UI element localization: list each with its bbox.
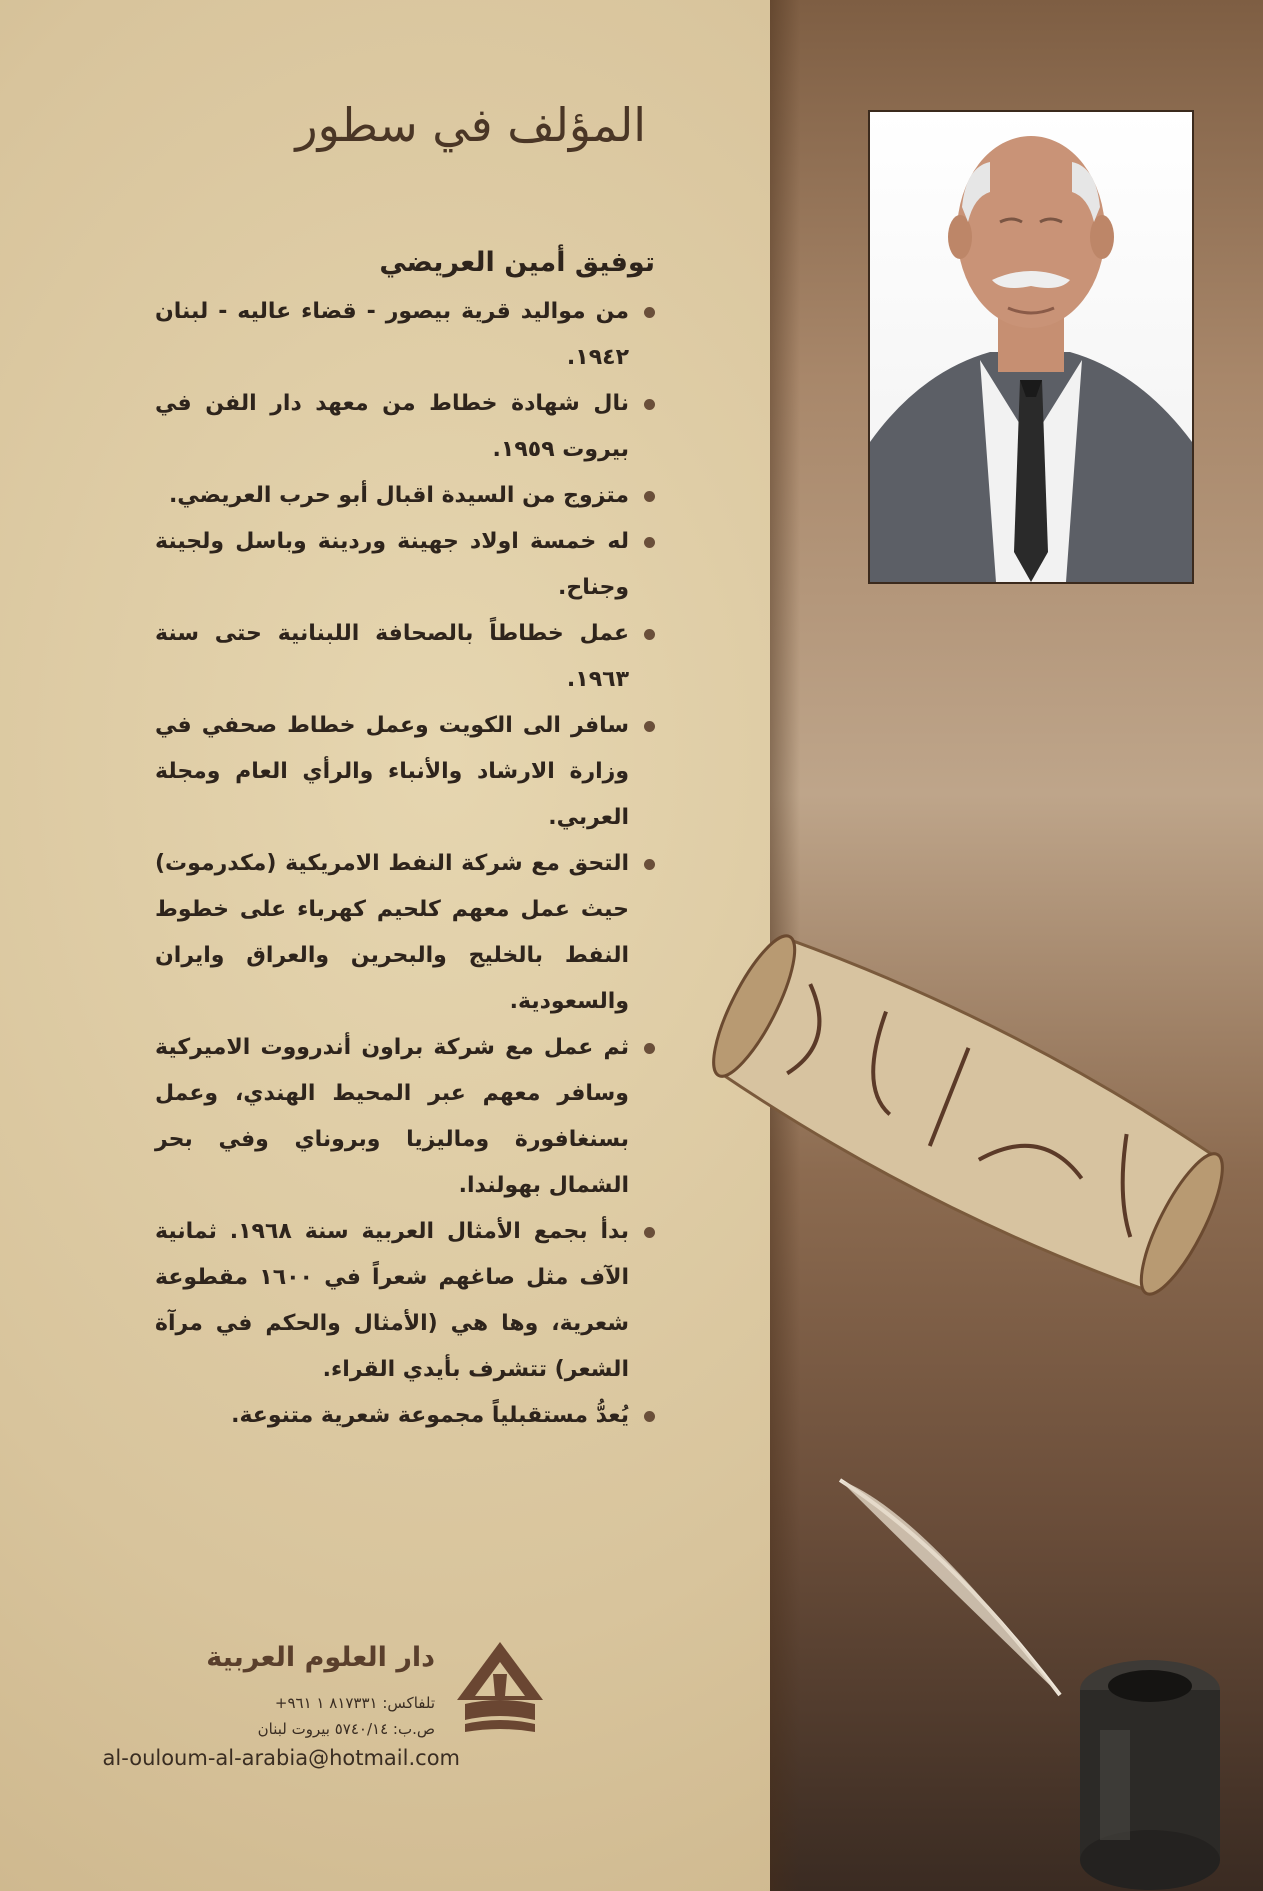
inkwell-image xyxy=(1040,1620,1263,1891)
author-portrait-image xyxy=(870,112,1192,582)
publisher-phone: تلفاكس: ٨١٧٣٣١ ١ ٩٦١+ xyxy=(274,1694,435,1712)
author-name: توفيق أمين العريضي xyxy=(379,247,655,278)
publisher-address: ص.ب: ٥٧٤٠/١٤ بيروت لبنان xyxy=(257,1720,435,1738)
bio-item: سافر الى الكويت وعمل خطاط صحفي في وزارة الارشاد والأنباء والرأي العام ومجلة العربي. xyxy=(155,703,655,841)
page-title: المؤلف في سطور xyxy=(295,98,646,152)
bio-item: عمل خطاطاً بالصحافة اللبنانية حتى سنة ١٩٦٣. xyxy=(155,611,655,703)
bio-list xyxy=(155,289,655,1439)
publisher-name: دار العلوم العربية xyxy=(206,1642,435,1673)
bio-item: نال شهادة خطاط من معهد دار الفن في بيروت ١٩٥٩. xyxy=(155,381,655,473)
author-bio-section xyxy=(155,243,655,1439)
bio-item: متزوج من السيدة اقبال أبو حرب العريضي. xyxy=(155,473,655,519)
bio-item: بدأ بجمع الأمثال العربية سنة ١٩٦٨. ثمانية الآف مثل صاغهم شعراً في ١٦٠٠ مقطوعة شعرية، وها هي (الأمثال والحكم في مرآة الشعر) تتشرف بأيدي القراء. xyxy=(155,1209,655,1393)
author-photo xyxy=(868,110,1194,584)
bio-item: له خمسة اولاد جهينة وردينة وباسل ولجينة وجناح. xyxy=(155,519,655,611)
bio-item: ثم عمل مع شركة براون أندرووت الاميركية وسافر معهم عبر المحيط الهندي، وعمل بسنغافورة وماليزيا وبروناي وفي بحر الشمال بهولندا. xyxy=(155,1025,655,1209)
bio-item: من مواليد قرية بيصور - قضاء عاليه - لبنان ١٩٤٢. xyxy=(155,289,655,381)
bio-item: التحق مع شركة النفط الامريكية (مكدرموت) حيث عمل معهم كلحيم كهرباء على خطوط النفط بالخليج والبحرين والعراق وايران والسعودية. xyxy=(155,841,655,1025)
publisher-logo xyxy=(455,1640,545,1740)
publisher-email[interactable]: al-ouloum-al-arabia@hotmail.com xyxy=(102,1746,460,1770)
bio-item: يُعدُّ مستقبلياً مجموعة شعرية متنوعة. xyxy=(155,1393,655,1439)
